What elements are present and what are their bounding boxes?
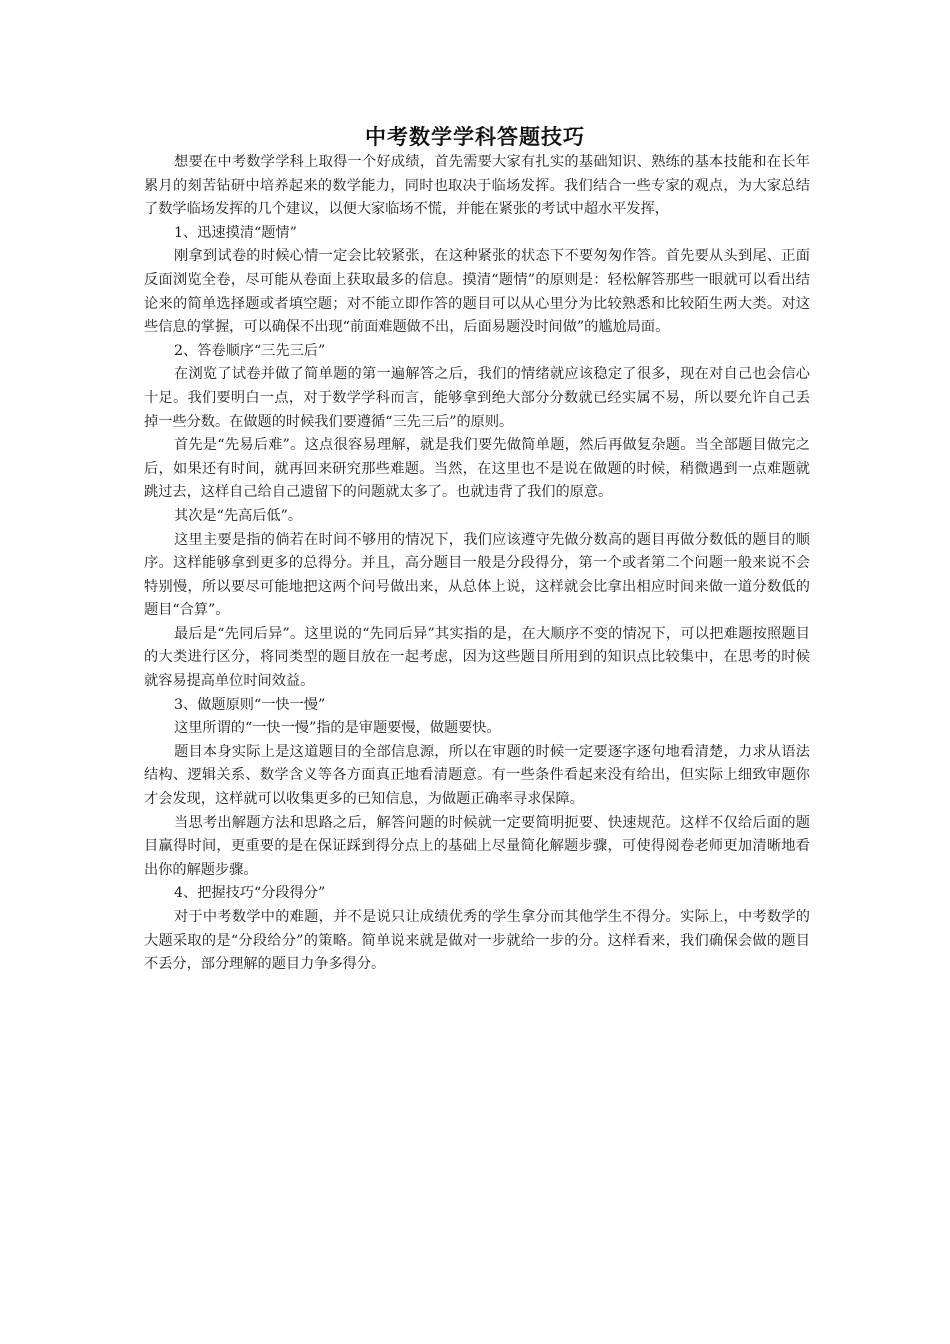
- paragraph: 对于中考数学中的难题，并不是说只让成绩优秀的学生拿分而其他学生不得分。实际上，中考数学的大题采取的是“分段给分”的策略。简单说来就是做对一步就给一步的分。这样看来，我们确保会做的题目不丢分，部分理解的题目力争多得分。: [144, 909, 810, 973]
- paragraph: 这里主要是指的倘若在时间不够用的情况下，我们应该遵守先做分数高的题目再做分数低的题目的顺序。这样能够拿到更多的总得分。并且，高分题目一般是分段得分，第一个或者第二个问题一般来说不会特别慢，所以要尽可能地把这两个问号做出来，从总体上说，这样就会比拿出相应时间来做一道分数低的题目“合算”。: [144, 531, 810, 619]
- paragraph: 最后是“先同后异”。这里说的“先同后异”其实指的是，在大顺序不变的情况下，可以把难题按照题目的大类进行区分，将同类型的题目放在一起考虑，因为这些题目所用到的知识点比较集中，在思考的时候就容易提高单位时间效益。: [144, 625, 810, 690]
- paragraph: 其次是“先高后低”。: [174, 507, 303, 524]
- paragraph: 题目本身实际上是这道题目的全部信息源，所以在审题的时候一定要逐字逐句地看清楚，力求从语法结构、逻辑关系、数学含义等各方面真正地看清题意。有一些条件看起来没有给出，但实际上细致审题你才会发现，这样就可以收集更多的已知信息，为做题正确率寻求保障。: [144, 743, 810, 808]
- paragraph: 首先是“先易后难”。这点很容易理解，就是我们要先做简单题，然后再做复杂题。当全部题目做完之后，如果还有时间，就再回来研究那些难题。当然，在这里也不是说在做题的时候，稍微遇到一点难题就跳过去，这样自己给自己遗留下的问题就太多了。也就违背了我们的原意。: [144, 437, 810, 501]
- section-heading-2: 2、答卷顺序“三先三后”: [174, 342, 326, 359]
- document-body: [144, 151, 810, 977]
- paragraph: 在浏览了试卷并做了简单题的第一遍解答之后，我们的情绪就应该稳定了很多，现在对自己也会信心十足。我们要明白一点，对于数学学科而言，能够拿到绝大部分分数就已经实属不易，所以要允许自己丢掉一些分数。在做题的时候我们要遵循“三先三后”的原则。: [144, 366, 810, 430]
- paragraph-intro: 想要在中考数学学科上取得一个好成绩，首先需要大家有扎实的基础知识、熟练的基本技能和在长年累月的刻苦钻研中培养起来的数学能力，同时也取决于临场发挥。我们结合一些专家的观点，为大家总结了数学临场发挥的几个建议，以便大家临场不慌，并能在紧张的考试中超水平发挥，: [144, 154, 810, 218]
- paragraph: 刚拿到试卷的时候心情一定会比较紧张，在这种紧张的状态下不要匆匆作答。首先要从头到尾、正面反面浏览全卷，尽可能从卷面上获取最多的信息。摸清“题情”的原则是：轻松解答那些一眼就可以看出结论来的简单选择题或者填空题；对不能立即作答的题目可以从心里分为比较熟悉和比较陌生两大类。对这些信息的掌握，可以确保不出现“前面难题做不出，后面易题没时间做”的尴尬局面。: [144, 248, 810, 336]
- section-heading-3: 3、做题原则“一快一慢”: [174, 696, 326, 713]
- section-heading-1: 1、迅速摸清“题情”: [174, 224, 297, 241]
- section-heading-4: 4、把握技巧“分段得分”: [174, 885, 326, 902]
- document-title: 中考数学学科答题技巧: [365, 125, 585, 149]
- paragraph: 这里所谓的“一快一慢”指的是审题要慢，做题要快。: [174, 720, 501, 737]
- paragraph: 当思考出解题方法和思路之后，解答问题的时候就一定要简明扼要、快速规范。这样不仅给后面的题目赢得时间，更重要的是在保证踩到得分点上的基础上尽量简化解题步骤，可使得阅卷老师更加清晰地看出你的解题步骤。: [144, 814, 810, 878]
